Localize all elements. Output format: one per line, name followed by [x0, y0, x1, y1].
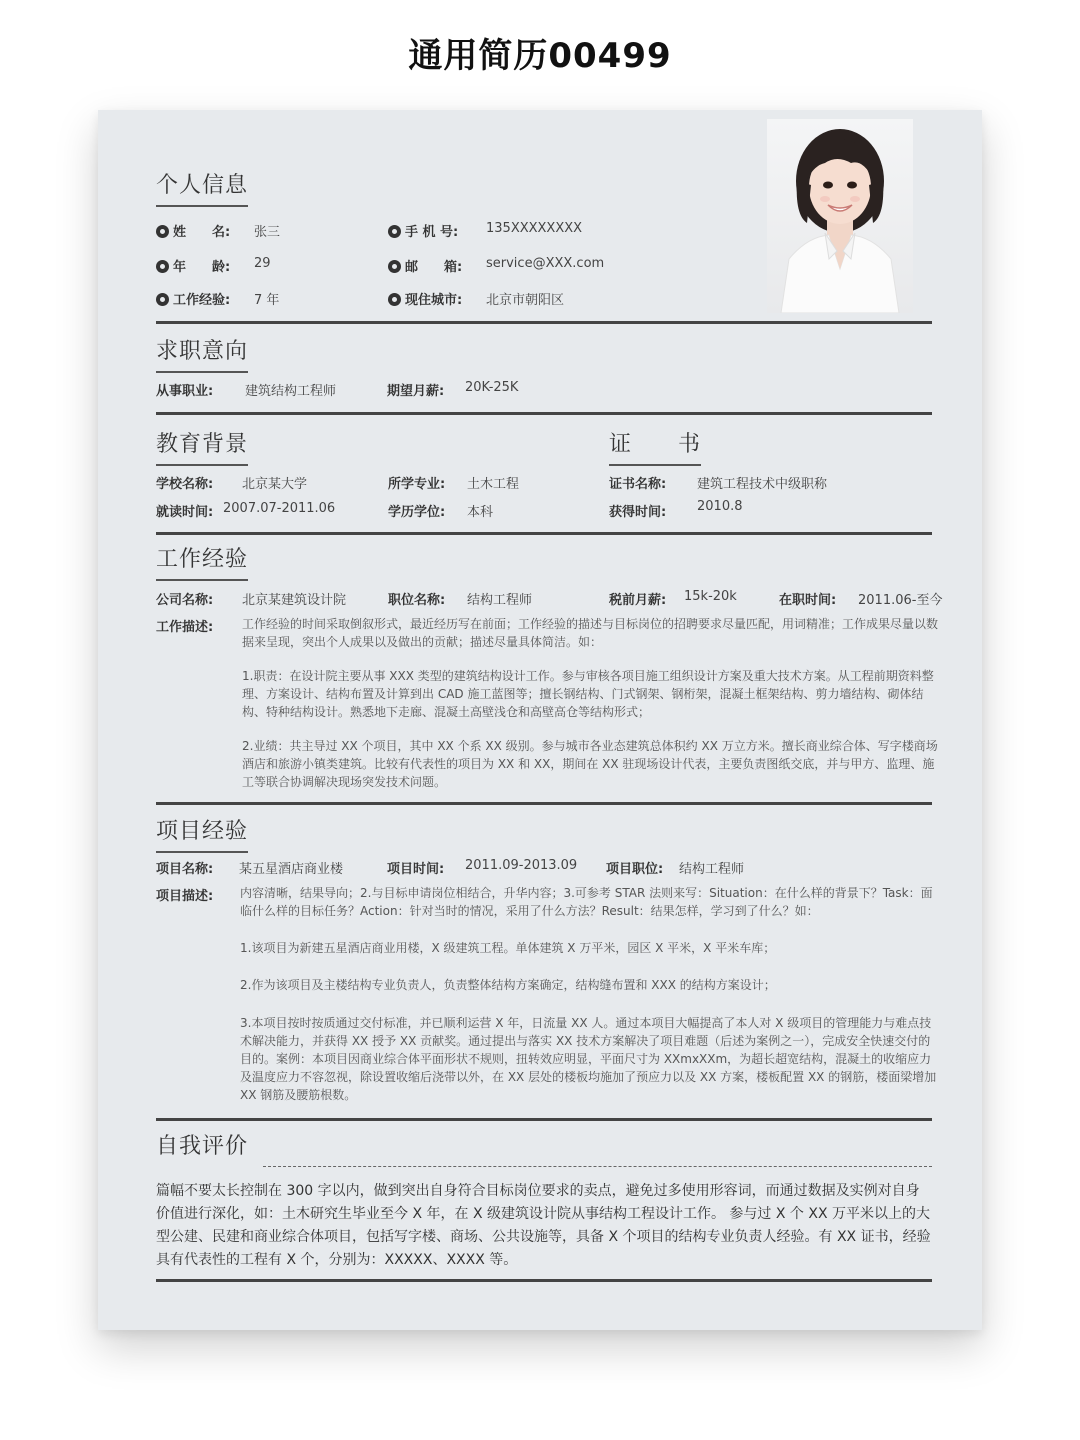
employment-period-value: 2011.06-至今: [858, 593, 943, 608]
section-title-project: 项目经验: [156, 814, 248, 853]
divider: [156, 321, 932, 324]
age-value: 29: [254, 256, 271, 271]
name-value: 张三: [254, 225, 281, 240]
section-title-work: 工作经验: [156, 542, 248, 581]
self-eval-text: 篇幅不要太长控制在 300 字以内，做到突出自身符合目标岗位要求的卖点，避免过多使用形容词，而通过数据及实例对自身价值进行深化，如：土木研究生毕业至今 X 年，在 X 级建筑设计院从事结构工程设计工作。 参与过 X 个 XX 万平米以上的大型公建、民建和商业综合体项目，包括写字楼、商场、公共设施等，具备 X 个项目的结构专业负责人经验。有 XX 证书，经验具有代表性的工程有 X 个，分别为：XXXXX、XXXX 等。: [156, 1183, 931, 1268]
experience-row-label: 工作经验:: [156, 289, 230, 308]
position-label: 职位名称:: [388, 593, 446, 608]
section-title-certificate: 证 书: [609, 427, 701, 466]
divider: [156, 532, 932, 535]
project-time-value: 2011.09-2013.09: [465, 858, 578, 873]
school-label: 学校名称:: [156, 477, 214, 492]
work-description-intro: 工作经验的时间采取倒叙形式，最近经历写在前面；工作经验的描述与目标岗位的招聘要求尽量匹配，用词精准；工作成果尽量以数据来呈现，突出个人成果以及做出的贡献；描述尽量具体简洁。如：: [242, 617, 939, 649]
major-label: 所学专业:: [388, 477, 446, 492]
project-description-label: 项目描述:: [156, 889, 214, 904]
email-row-label: 邮 箱:: [388, 256, 462, 275]
study-period-value: 2007.07-2011.06: [223, 501, 336, 516]
page-title: 通用简历00499: [408, 36, 672, 76]
project-name-value: 某五星酒店商业楼: [239, 862, 344, 877]
city-row-label: 现住城市:: [388, 289, 462, 308]
job-label: 从事职业:: [156, 384, 214, 399]
work-description-label: 工作描述:: [156, 620, 214, 635]
certificate-date-label: 获得时间:: [609, 505, 667, 520]
certificate-name-label: 证书名称:: [609, 477, 667, 492]
divider: [156, 1118, 932, 1121]
phone-icon: [388, 225, 401, 238]
age-row-label: 年 龄:: [156, 256, 230, 275]
expected-salary-label: 期望月薪:: [387, 384, 445, 399]
project-description-intro: 内容清晰，结果导向；2.与目标申请岗位相结合，升华内容；3.可参考 STAR 法则来写：Situation：在什么样的背景下？Task：面临什么样的目标任务？Action：针对当时的情况，采用了什么方法？Result：结果怎样，学习到了什么？如：: [240, 886, 933, 918]
project-name-label: 项目名称:: [156, 862, 214, 877]
divider: [156, 412, 932, 415]
name-row-label: 姓 名:: [156, 221, 230, 240]
job-value: 建筑结构工程师: [245, 384, 337, 399]
work-description-duty: 1.职责：在设计院主要从事 XXX 类型的建筑结构设计工作。参与审核各项目施工组织设计方案及重大技术方案。从工程前期资料整理、方案设计、结构布置及计算到出 CAD 施工蓝图等；擅长钢结构、门式钢架、钢桁架，混凝土框架结构、剪力墙结构、砌体结构、特种结构设计。熟悉地下走廊、混凝土高壁浅仓和高壁高仓等结构形式；: [242, 669, 934, 719]
company-value: 北京某建筑设计院: [242, 593, 347, 608]
briefcase-icon: [156, 293, 169, 306]
resume-sheet: [98, 110, 982, 1330]
profile-photo: [767, 119, 913, 313]
pretax-salary-value: 15k-20k: [684, 589, 737, 604]
work-description-achievement: 2.业绩：共主导过 XX 个项目，其中 XX 个系 XX 级别。参与城市各业态建筑总体积约 XX 万立方米。擅长商业综合体、写字楼商场酒店和旅游小镇类建筑。比较有代表性的项目为 XX 和 XX，期间在 XX 驻现场设计代表，主要负责图纸交底，并与甲方、监理、施工等联合协调解决现场突发技术问题。: [242, 739, 938, 789]
project-description-item-1: 1.该项目为新建五星酒店商业用楼，X 级建筑工程。单体建筑 X 万平米，园区 X 平米，X 平米车库；: [240, 941, 776, 955]
section-title-intent: 求职意向: [156, 334, 248, 373]
phone-value: 135XXXXXXXX: [486, 221, 583, 236]
dashed-divider: [263, 1166, 932, 1167]
certificate-date-value: 2010.8: [697, 499, 743, 514]
major-value: 土木工程: [467, 477, 520, 492]
degree-label: 学历学位:: [388, 505, 446, 520]
section-title-self-eval: 自我评价: [156, 1134, 249, 1159]
position-value: 结构工程师: [467, 593, 533, 608]
divider: [156, 1279, 932, 1282]
project-role-label: 项目职位:: [606, 862, 664, 877]
mail-icon: [388, 260, 401, 273]
certificate-name-value: 建筑工程技术中级职称: [697, 477, 828, 492]
pretax-salary-label: 税前月薪:: [609, 593, 667, 608]
expected-salary-value: 20K-25K: [465, 380, 519, 395]
degree-value: 本科: [467, 505, 494, 520]
employment-period-label: 在职时间:: [779, 593, 837, 608]
user-icon: [156, 225, 169, 238]
city-value: 北京市朝阳区: [486, 293, 565, 308]
project-description-item-2: 2.作为该项目及主楼结构专业负责人，负责整体结构方案确定，结构缝布置和 XXX 的结构方案设计；: [240, 978, 776, 992]
experience-value: 7 年: [254, 293, 280, 308]
section-title-personal: 个人信息: [156, 168, 248, 207]
location-icon: [388, 293, 401, 306]
school-value: 北京某大学: [242, 477, 308, 492]
phone-row-label: 手 机 号:: [388, 221, 458, 240]
project-description-item-3: 3.本项目按时按质通过交付标准，并已顺利运营 X 年，日流量 XX 人。通过本项目大幅提高了本人对 X 级项目的管理能力与难点技术解决能力，并获得 XX 授予 XX 贡献奖。通过提出与落实 XX 技术方案解决了项目难题（后述为案例之一），完成安全快速交付的目的。案例：本项目因商业综合体平面形状不规则，扭转效应明显，平面尺寸为 XXmxXXm，为超长超宽结构，混凝土的收缩应力及温度应力不容忽视，除设置收缩后浇带以外，在 XX 层处的楼板均施加了预应力以及 XX 方案，楼板配置 XX 的钢筋，楼面梁增加 XX 钢筋及腰筋根数。: [240, 1016, 937, 1102]
cake-icon: [156, 260, 169, 273]
project-role-value: 结构工程师: [679, 862, 745, 877]
email-value: service@XXX.com: [486, 256, 605, 271]
study-period-label: 就读时间:: [156, 505, 214, 520]
section-title-education: 教育背景: [156, 427, 248, 466]
company-label: 公司名称:: [156, 593, 214, 608]
project-time-label: 项目时间:: [387, 862, 445, 877]
divider: [156, 802, 932, 805]
